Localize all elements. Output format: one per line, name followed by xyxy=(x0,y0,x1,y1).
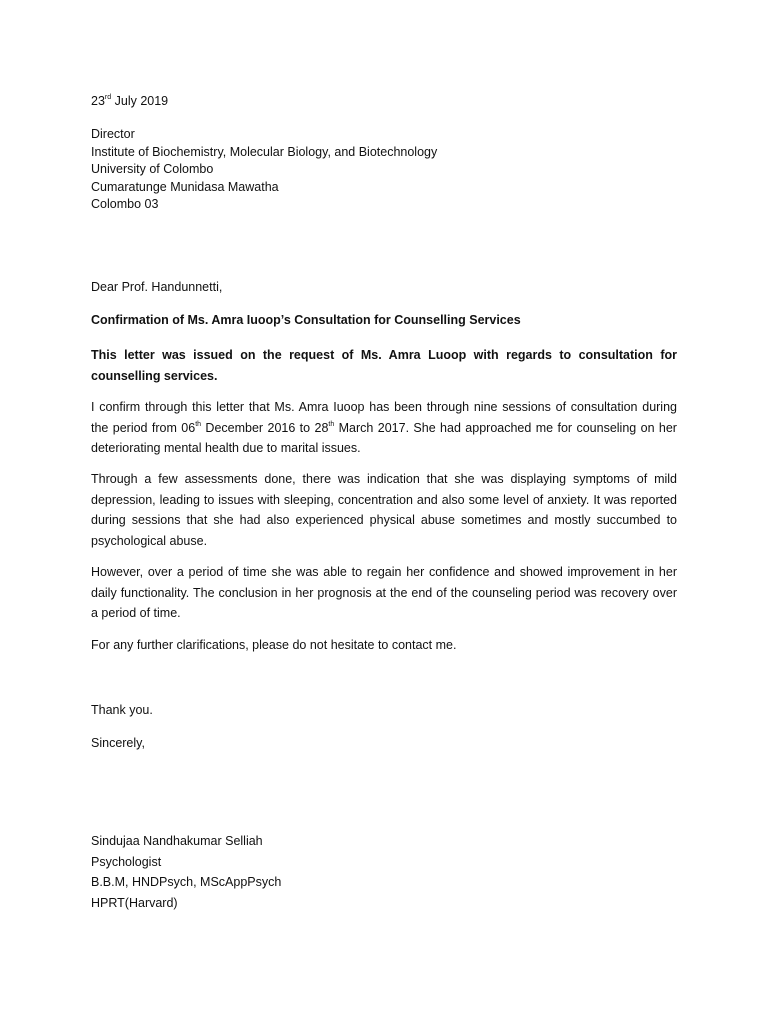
p1-part1: I confirm through this letter that Ms. Amra Iuoop has been through nine sessions of consultation during the period from 06 xyxy=(91,400,677,435)
body-paragraph-4: For any further clarifications, please do not hesitate to contact me. xyxy=(91,638,457,652)
p1-sup1: th xyxy=(195,420,202,428)
signatory-title: Psychologist xyxy=(91,854,162,869)
recipient-title: Director xyxy=(91,127,135,141)
recipient-street: Cumaratunge Munidasa Mawatha xyxy=(91,179,279,194)
signatory-certification: HPRT(Harvard) xyxy=(91,895,178,910)
body-paragraph-2: Through a few assessments done, there was indication that she was displaying symptoms of mild depression, leading to issues with sleeping, concentration and also some level of anxiety. It was reported during sessions that she had also experienced physical abuse sometimes and mostly succumbed to psychological abuse. xyxy=(91,472,677,548)
date-day-suffix: rd xyxy=(104,94,112,101)
recipient-university: University of Colombo xyxy=(91,162,214,176)
signature-block xyxy=(91,831,281,913)
signatory-qualifications: B.B.M, HNDPsych, MScAppPsych xyxy=(91,875,282,889)
signatory-name: Sindujaa Nandhakumar Selliah xyxy=(91,834,263,848)
date-day: 23 xyxy=(91,94,105,108)
salutation: Dear Prof. Handunnetti, xyxy=(91,280,223,294)
p1-sup2: th xyxy=(328,420,335,428)
body-paragraph-3: However, over a period of time she was able to regain her confidence and showed improvement in her daily functionality. The conclusion in her prognosis at the end of the counseling period was recovery over a period of time. xyxy=(91,565,677,620)
thank-you-line: Thank you. xyxy=(91,703,153,717)
recipient-institute: Institute of Biochemistry, Molecular Biology, and Biotechnology xyxy=(91,144,438,159)
recipient-city: Colombo 03 xyxy=(91,197,159,211)
letter-subject: Confirmation of Ms. Amra Iuoop’s Consultation for Counselling Services xyxy=(91,313,521,327)
recipient-address xyxy=(91,126,437,214)
sign-off: Sincerely, xyxy=(91,736,145,750)
p1-part2: December 2016 to 28 xyxy=(201,420,329,435)
p1-part3: March 2017. She had approached me for counseling on her deteriorating mental health due to marital issues. xyxy=(91,420,677,455)
intro-paragraph: This letter was issued on the request of Ms. Amra Luoop with regards to consultation for counselling services. xyxy=(91,348,677,383)
date-rest: July 2019 xyxy=(111,94,169,108)
body-paragraph-1 xyxy=(91,397,677,459)
letter-date xyxy=(91,93,168,111)
